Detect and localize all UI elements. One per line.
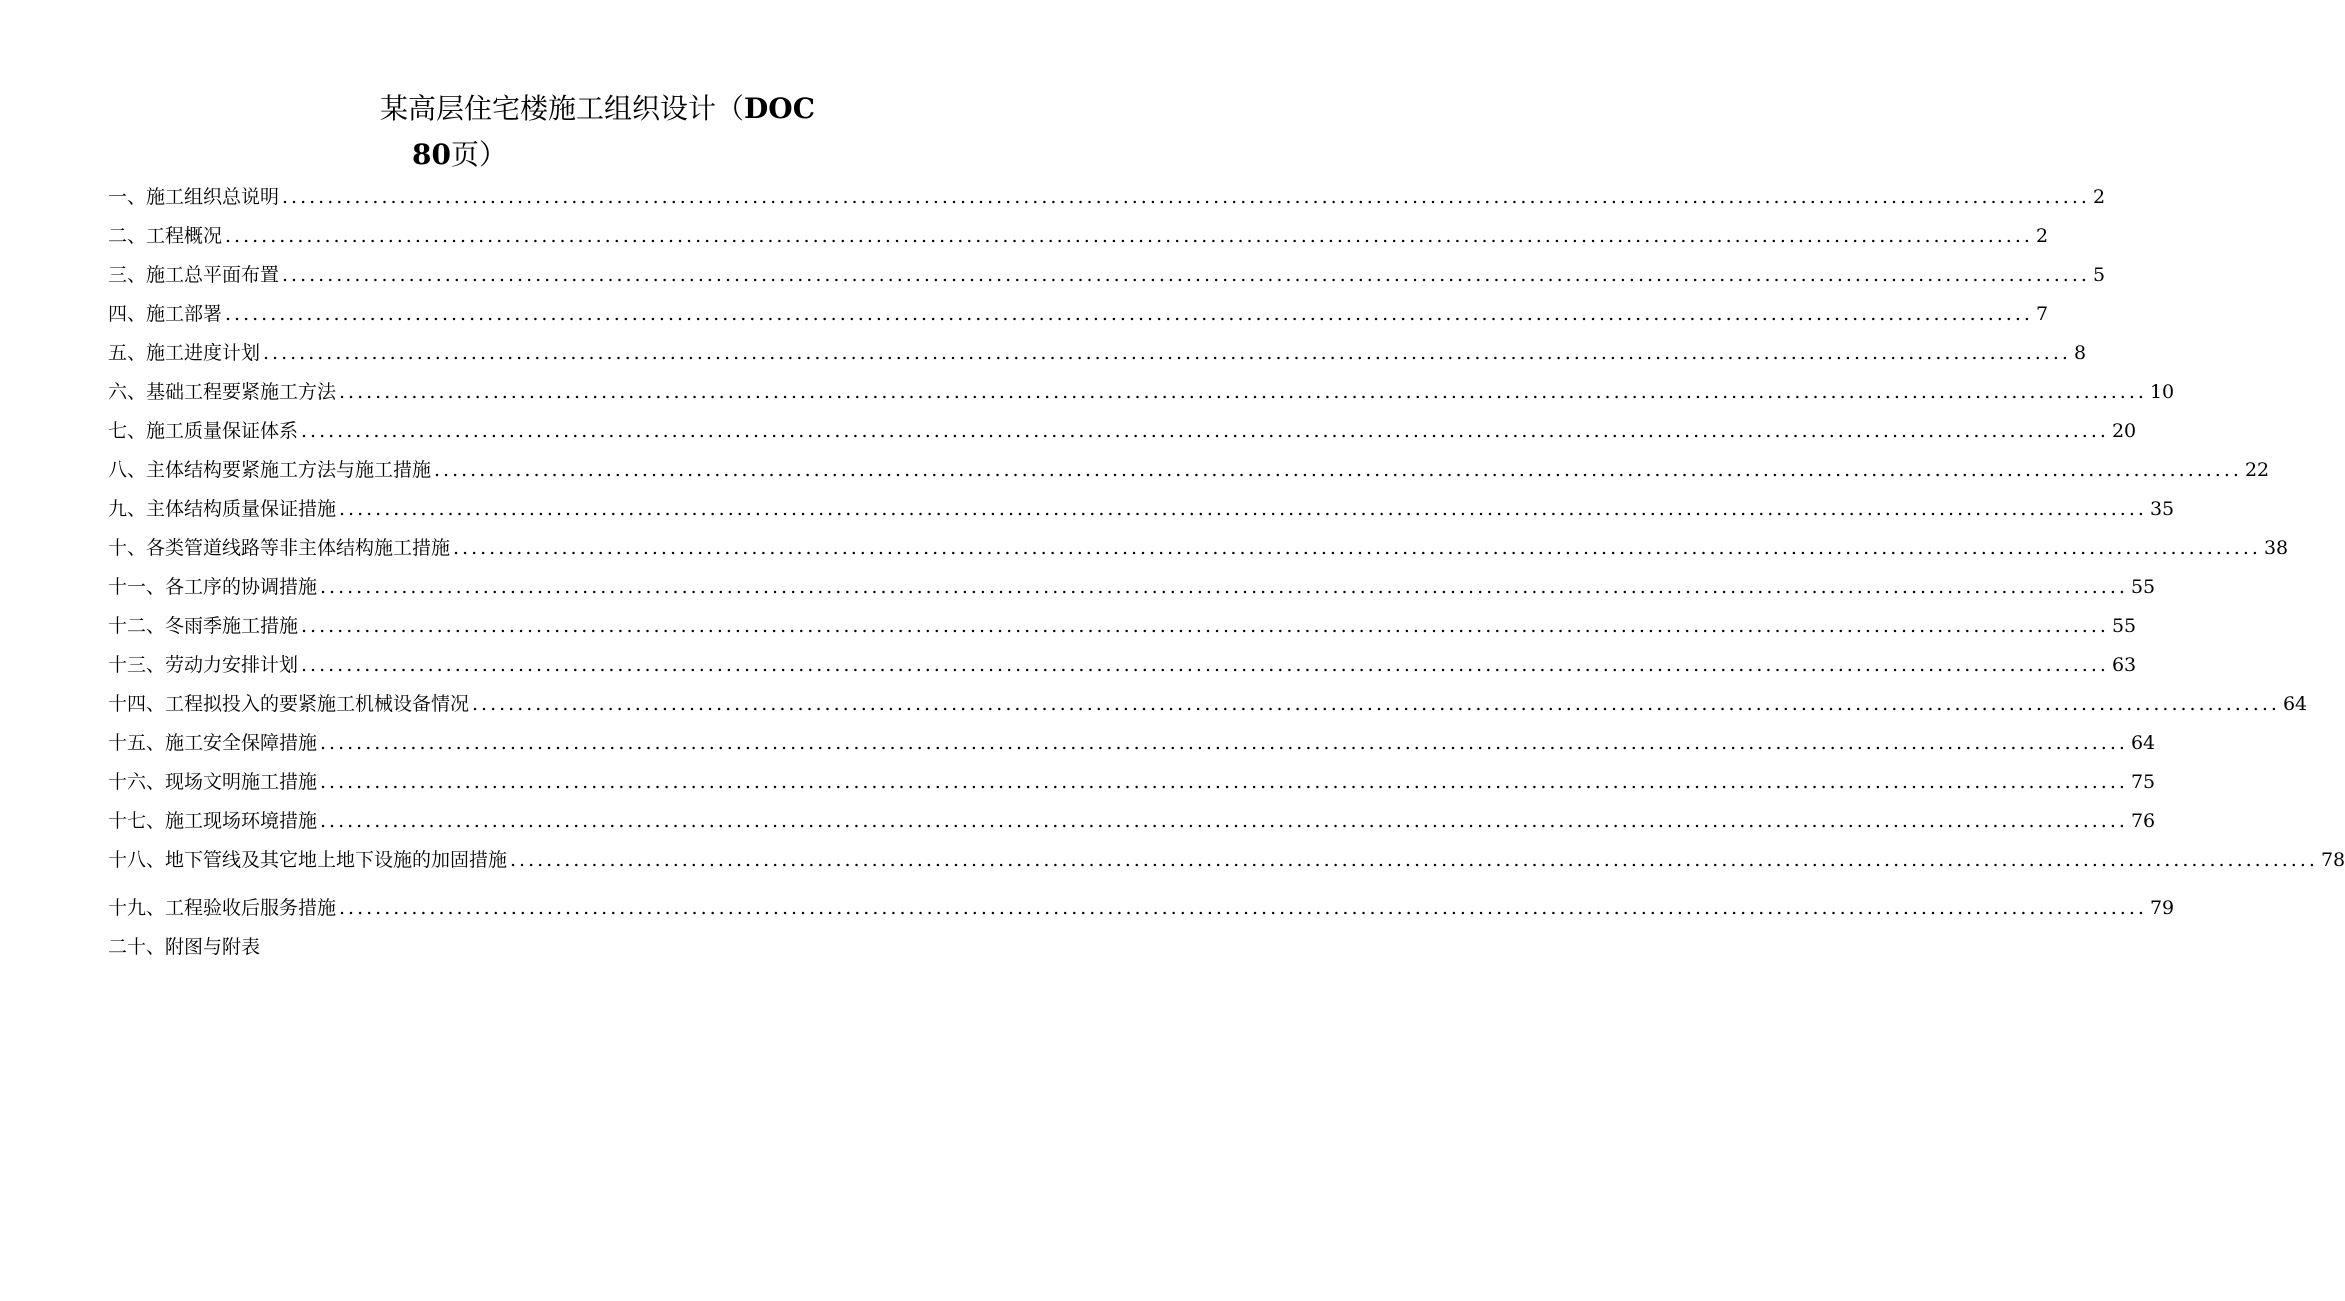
title-format: DOC bbox=[744, 92, 815, 125]
toc-entry-page: 75 bbox=[2130, 771, 2156, 793]
toc-entry-label: 五、施工进度计划 bbox=[108, 342, 261, 364]
toc-entry-page: 2 bbox=[2092, 186, 2106, 208]
toc-entry-page: 2 bbox=[2035, 225, 2049, 247]
toc-entry-page: 38 bbox=[2263, 537, 2289, 559]
toc-entry-label: 十八、地下管线及其它地上地下设施的加固措施 bbox=[108, 849, 508, 871]
toc-leader-dots: ........................................................................................................................................................................................................ bbox=[301, 654, 2109, 676]
toc-entry[interactable] bbox=[108, 841, 2345, 880]
toc-entry-label: 十七、施工现场环境措施 bbox=[108, 810, 318, 832]
toc-entry[interactable] bbox=[108, 217, 2049, 256]
document-title bbox=[380, 90, 815, 128]
toc-entry[interactable] bbox=[108, 928, 753, 967]
toc-leader-dots: ........................................................................................................................................................................................................ bbox=[453, 537, 2261, 559]
toc-entry-label: 八、主体结构要紧施工方法与施工措施 bbox=[108, 459, 432, 481]
toc-entry[interactable] bbox=[108, 763, 2156, 802]
toc-leader-dots: ........................................................................................................................................................................................................ bbox=[320, 771, 2128, 793]
toc-entry-page: 64 bbox=[2282, 693, 2308, 715]
toc-entry-page: 20 bbox=[2111, 420, 2137, 442]
toc-entry-label: 十、各类管道线路等非主体结构施工措施 bbox=[108, 537, 451, 559]
toc-leader-dots: ........................................................................................................................................................................................................ bbox=[320, 576, 2128, 598]
toc-entry-label: 十三、劳动力安排计划 bbox=[108, 654, 299, 676]
toc-entry-page: 10 bbox=[2149, 381, 2175, 403]
toc-entry-label: 十一、各工序的协调措施 bbox=[108, 576, 318, 598]
toc-leader-dots: ........................................................................................................................................................................................................ bbox=[434, 459, 2242, 481]
toc-leader-dots: ........................................................................................................................................................................................................ bbox=[472, 693, 2280, 715]
document-title-continued bbox=[412, 136, 507, 174]
toc-leader-dots: ........................................................................................................................................................................................................ bbox=[339, 897, 2147, 919]
toc-entry[interactable] bbox=[108, 568, 2156, 607]
toc-entry-page: 7 bbox=[2035, 303, 2049, 325]
toc-entry[interactable] bbox=[108, 724, 2156, 763]
toc-entry-label: 十二、冬雨季施工措施 bbox=[108, 615, 299, 637]
toc-entry-label: 七、施工质量保证体系 bbox=[108, 420, 299, 442]
toc-entry-page: 64 bbox=[2130, 732, 2156, 754]
toc-entry[interactable] bbox=[108, 295, 2049, 334]
table-of-contents bbox=[108, 178, 2345, 967]
toc-leader-dots: ........................................................................................................................................................................................................ bbox=[301, 615, 2109, 637]
toc-leader-dots: ........................................................................................................................................................................................................ bbox=[510, 849, 2318, 871]
toc-leader-dots: ........................................................................................................................................................................................................ bbox=[320, 732, 2128, 754]
toc-entry[interactable] bbox=[108, 685, 2308, 724]
toc-entry-label: 十五、施工安全保障措施 bbox=[108, 732, 318, 754]
toc-entry-label: 二十、附图与附表 bbox=[108, 936, 261, 958]
toc-entry[interactable] bbox=[108, 490, 2175, 529]
title-page-count: 80 bbox=[412, 138, 451, 171]
toc-entry[interactable] bbox=[108, 607, 2137, 646]
toc-entry[interactable] bbox=[108, 802, 2156, 841]
toc-entry-page: 5 bbox=[2092, 264, 2106, 286]
toc-leader-dots: ........................................................................................................................................................................................................ bbox=[282, 186, 2090, 208]
toc-leader-dots: ........................................................................................................................................................................................................ bbox=[225, 225, 2033, 247]
toc-entry-label: 二、工程概况 bbox=[108, 225, 223, 247]
toc-leader-dots: ........................................................................................................................................................................................................ bbox=[263, 342, 2071, 364]
title-page-unit: 页） bbox=[450, 138, 507, 171]
toc-entry[interactable] bbox=[108, 256, 2106, 295]
toc-leader-dots: ........................................................................................................................................................................................................ bbox=[282, 264, 2090, 286]
toc-entry-page: 76 bbox=[2130, 810, 2156, 832]
toc-entry[interactable] bbox=[108, 178, 2106, 217]
title-text: 某高层住宅楼施工组织设计（ bbox=[380, 92, 745, 125]
toc-entry-label: 九、主体结构质量保证措施 bbox=[108, 498, 337, 520]
toc-entry[interactable] bbox=[108, 889, 2175, 928]
toc-entry-label: 十六、现场文明施工措施 bbox=[108, 771, 318, 793]
toc-entry-page: 22 bbox=[2244, 459, 2270, 481]
toc-entry[interactable] bbox=[108, 646, 2137, 685]
toc-entry-label: 三、施工总平面布置 bbox=[108, 264, 280, 286]
toc-entry-page: 63 bbox=[2111, 654, 2137, 676]
toc-entry-page: 55 bbox=[2111, 615, 2137, 637]
toc-leader-dots: ........................................................................................................................................................................................................ bbox=[339, 381, 2147, 403]
toc-entry-page: 78 bbox=[2320, 849, 2345, 871]
toc-entry-label: 十九、工程验收后服务措施 bbox=[108, 897, 337, 919]
toc-entry-label: 四、施工部署 bbox=[108, 303, 223, 325]
toc-entry[interactable] bbox=[108, 529, 2289, 568]
toc-leader-dots: ........................................................................................................................................................................................................ bbox=[320, 810, 2128, 832]
toc-entry[interactable] bbox=[108, 412, 2137, 451]
toc-entry[interactable] bbox=[108, 373, 2175, 412]
toc-entry[interactable] bbox=[108, 334, 2087, 373]
toc-entry-page: 55 bbox=[2130, 576, 2156, 598]
toc-leader-dots: ........................................................................................................................................................................................................ bbox=[339, 498, 2147, 520]
toc-entry-label: 一、施工组织总说明 bbox=[108, 186, 280, 208]
toc-entry[interactable] bbox=[108, 451, 2270, 490]
toc-entry-page: 35 bbox=[2149, 498, 2175, 520]
toc-entry-page: 79 bbox=[2149, 897, 2175, 919]
toc-entry-page: 8 bbox=[2073, 342, 2087, 364]
toc-leader-dots: ........................................................................................................................................................................................................ bbox=[225, 303, 2033, 325]
toc-entry-label: 十四、工程拟投入的要紧施工机械设备情况 bbox=[108, 693, 470, 715]
toc-leader-dots: ........................................................................................................................................................................................................ bbox=[301, 420, 2109, 442]
toc-entry-label: 六、基础工程要紧施工方法 bbox=[108, 381, 337, 403]
